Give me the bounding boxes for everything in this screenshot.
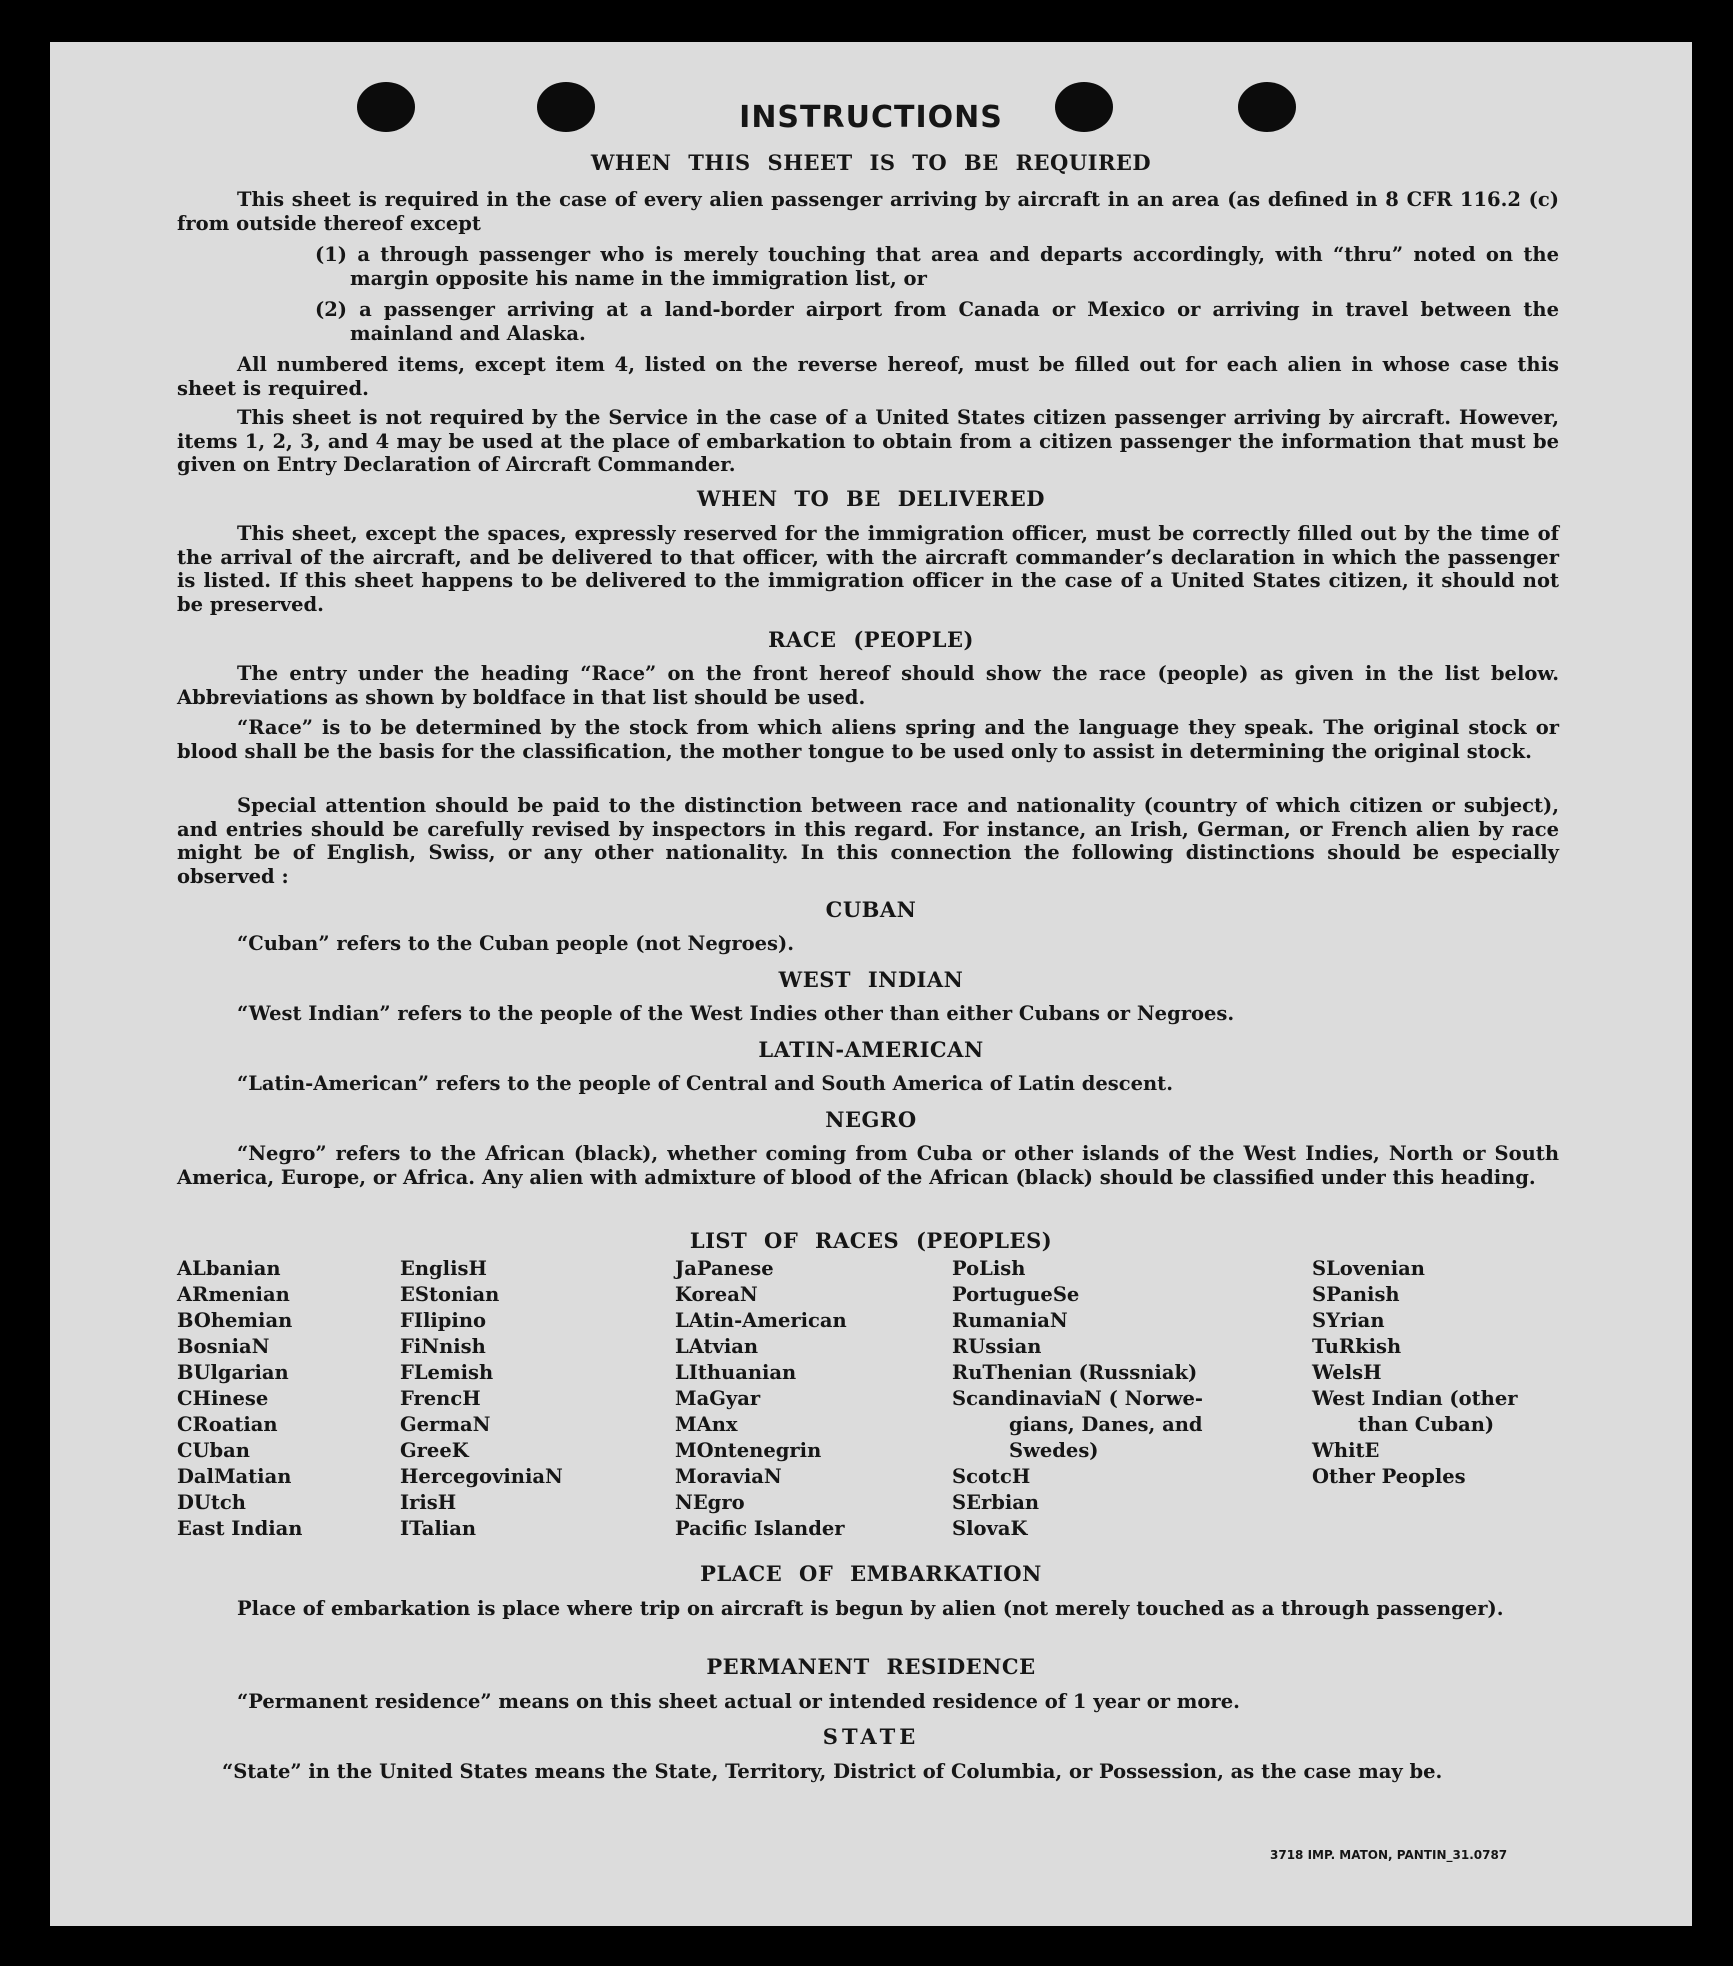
list-item: (2) a passenger arriving at a land-border airport from Canada or Mexico or arriving in travel between the mainland and Alaska. [315, 298, 1559, 345]
race-item: SYrian [1312, 1309, 1385, 1332]
race-item: WhitE [1312, 1439, 1380, 1462]
race-item: RuThenian (Russniak) [952, 1361, 1198, 1384]
race-list-column [1312, 1256, 1518, 1490]
race-item: FIlipino [400, 1309, 487, 1332]
race-item: DUtch [177, 1491, 246, 1514]
race-item: SLovenian [1312, 1257, 1425, 1280]
paragraph: This sheet is not required by the Service in the case of a United States citizen passenger arriving by aircraft. However, items 1, 2, 3, and 4 may be used at the place of embarkation to obtain from a citizen passenger the information that must be given on Entry Declaration of Aircraft Commander. [177, 406, 1559, 476]
race-item: WelsH [1312, 1361, 1382, 1384]
race-item: BOhemian [177, 1309, 293, 1332]
paragraph: “Cuban” refers to the Cuban people (not Negroes). [237, 932, 795, 955]
race-list-column [952, 1256, 1203, 1542]
race-item: CRoatian [177, 1413, 278, 1436]
race-item: gians, Danes, and [1009, 1413, 1203, 1436]
race-list-column [675, 1256, 847, 1542]
race-item: CHinese [177, 1387, 269, 1410]
paragraph: This sheet, except the spaces, expressly reserved for the immigration officer, must be correctly filled out by the time of the arrival of the aircraft, and be delivered to that officer, with the aircraft commander’s declaration in which the passenger is listed. If this sheet happens to be delivered to the immigration officer in the case of a United States citizen, it should not be preserved. [177, 522, 1559, 616]
section-heading: LIST OF RACES (PEOPLES) [689, 1228, 1053, 1253]
race-item: CUban [177, 1439, 250, 1462]
race-item: EStonian [400, 1283, 500, 1306]
page-title: INSTRUCTIONS [739, 100, 1003, 135]
race-item: Other Peoples [1312, 1465, 1466, 1488]
race-item: EnglisH [400, 1257, 487, 1280]
race-item: than Cuban) [1358, 1413, 1495, 1436]
race-item: LAtvian [675, 1335, 759, 1358]
race-item: MoraviaN [675, 1465, 782, 1488]
section-heading: PLACE OF EMBARKATION [700, 1561, 1042, 1586]
paragraph: Special attention should be paid to the distinction between race and nationality (country of which citizen or subject), and entries should be carefully revised by inspectors in this regard. For instance, an Irish, German, or French alien by race might be of English, Swiss, or any other nationality. In this connection the following distinctions should be especially observed : [177, 794, 1559, 888]
race-item: PortugueSe [952, 1283, 1080, 1306]
race-item: GreeK [400, 1439, 469, 1462]
race-item: Swedes) [1009, 1439, 1099, 1462]
race-item: MOntenegrin [675, 1439, 822, 1462]
document-sheet [50, 42, 1692, 1926]
race-item: ScotcH [952, 1465, 1031, 1488]
paragraph: “West Indian” refers to the people of the West Indies other than either Cubans or Negroes. [237, 1002, 1235, 1025]
paragraph: “State” in the United States means the State, Territory, District of Columbia, or Possession, as the case may be. [222, 1760, 1443, 1783]
race-item: Pacific Islander [675, 1517, 845, 1540]
race-list-column [400, 1256, 563, 1542]
section-heading: STATE [822, 1724, 920, 1749]
race-item: East Indian [177, 1517, 303, 1540]
paragraph: “Race” is to be determined by the stock from which aliens spring and the language they speak. The original stock or blood shall be the basis for the classification, the mother tongue to be used only to assist in determining the original stock. [177, 716, 1559, 763]
race-item: ITalian [400, 1517, 477, 1540]
paragraph: “Permanent residence” means on this sheet actual or intended residence of 1 year or more. [237, 1690, 1240, 1713]
race-item: SPanish [1312, 1283, 1400, 1306]
section-heading: CUBAN [825, 897, 917, 922]
race-item: IrisH [400, 1491, 457, 1514]
section-heading: WHEN THIS SHEET IS TO BE REQUIRED [590, 150, 1152, 175]
paragraph: The entry under the heading “Race” on the front hereof should show the race (people) as given in the list below. Abbreviations as shown by boldface in that list should be used. [177, 662, 1559, 709]
section-heading: RACE (PEOPLE) [768, 627, 974, 652]
paragraph: Place of embarkation is place where trip on aircraft is begun by alien (not merely touched as a through passenger). [237, 1597, 1504, 1620]
race-item: RUssian [952, 1335, 1042, 1358]
race-item: HercegoviniaN [400, 1465, 563, 1488]
race-item: PoLish [952, 1257, 1026, 1280]
race-item: LAtin-American [675, 1309, 847, 1332]
race-item: FiNnish [400, 1335, 486, 1358]
race-item: DalMatian [177, 1465, 292, 1488]
race-list-column [177, 1256, 302, 1542]
race-item: ARmenian [177, 1283, 290, 1306]
printer-imprint: 3718 IMP. MATON, PANTIN_31.0787 [1270, 1848, 1508, 1862]
paragraph: “Latin-American” refers to the people of Central and South America of Latin descent. [237, 1072, 1173, 1095]
section-heading: LATIN-AMERICAN [758, 1037, 984, 1062]
list-item: (1) a through passenger who is merely touching that area and departs accordingly, with “thru” noted on the margin opposite his name in the immigration list, or [315, 243, 1559, 290]
section-heading: NEGRO [825, 1107, 917, 1132]
race-item: LIthuanian [675, 1361, 797, 1384]
race-item: ALbanian [177, 1257, 281, 1280]
section-heading: WEST INDIAN [778, 967, 964, 992]
race-item: JaPanese [675, 1257, 774, 1280]
race-item: BosniaN [177, 1335, 270, 1358]
race-item: MaGyar [675, 1387, 761, 1410]
section-heading: WHEN TO BE DELIVERED [696, 486, 1045, 511]
race-item: ScandinaviaN ( Norwe- [952, 1387, 1204, 1410]
race-item: FLemish [400, 1361, 494, 1384]
race-item: West Indian (other [1312, 1387, 1518, 1410]
race-item: KoreaN [675, 1283, 758, 1306]
paragraph: “Negro” refers to the African (black), whether coming from Cuba or other islands of the West Indies, North or South America, Europe, or Africa. Any alien with admixture of blood of the African (black) should be classified under this heading. [177, 1142, 1559, 1189]
race-item: MAnx [675, 1413, 738, 1436]
paragraph: All numbered items, except item 4, listed on the reverse hereof, must be filled out for each alien in whose case this sheet is required. [177, 353, 1559, 400]
race-item: RumaniaN [952, 1309, 1068, 1332]
race-item: GermaN [400, 1413, 491, 1436]
race-item: SErbian [952, 1491, 1040, 1514]
race-item: BUlgarian [177, 1361, 289, 1384]
section-heading: PERMANENT RESIDENCE [706, 1654, 1036, 1679]
race-item: NEgro [675, 1491, 745, 1514]
race-item: TuRkish [1312, 1335, 1402, 1358]
race-item: FrencH [400, 1387, 481, 1410]
paragraph: This sheet is required in the case of every alien passenger arriving by aircraft in an area (as defined in 8 CFR 116.2 (c) from outside thereof except [177, 188, 1559, 235]
race-item: SlovaK [952, 1517, 1028, 1540]
